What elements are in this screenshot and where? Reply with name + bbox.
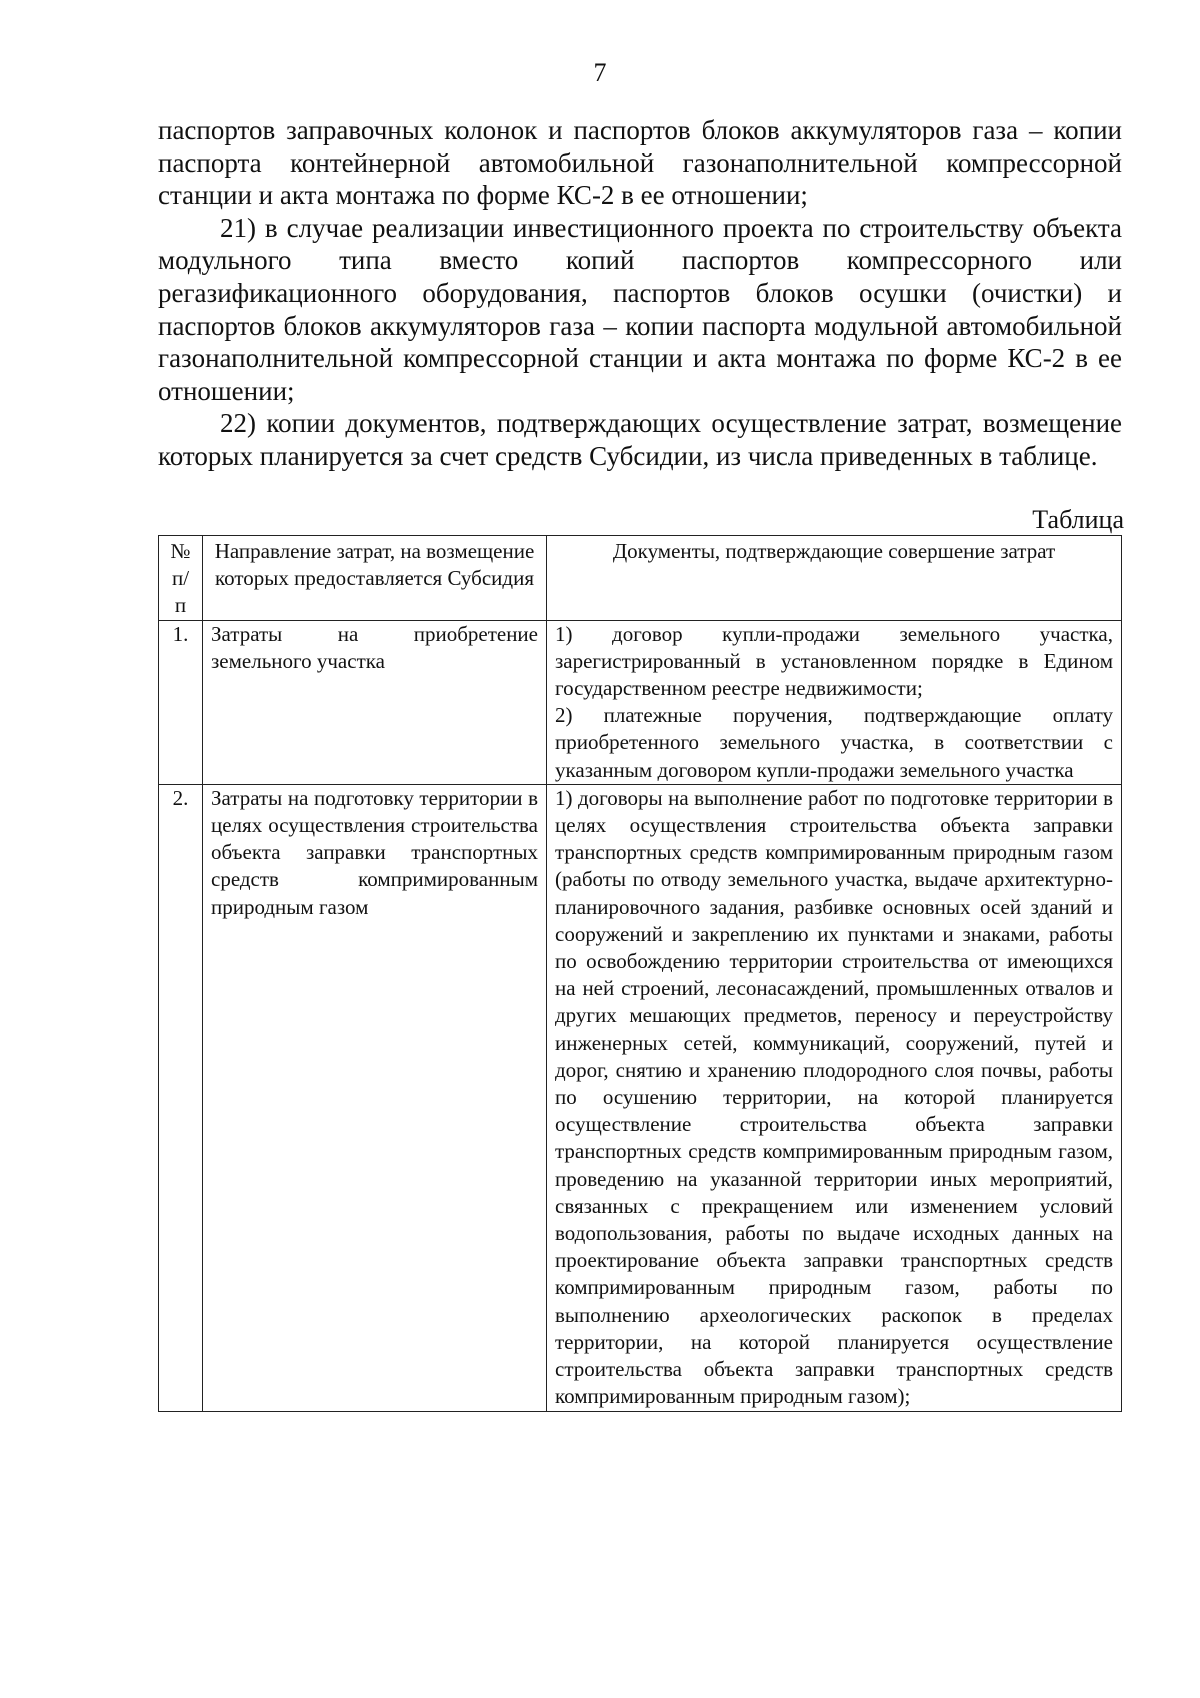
table-row xyxy=(159,620,1122,784)
document-item: 2) платежные поручения, подтверждающие оплату приобретенного земельного участка, в соответствии с указанным договором купли-продажи земельного участка xyxy=(555,703,1113,782)
row-number: 2. xyxy=(159,784,203,1411)
header-number: № п/п xyxy=(159,536,203,621)
row-direction: Затраты на приобретение земельного участка xyxy=(203,620,547,784)
row-number: 1. xyxy=(159,620,203,784)
paragraph: 21) в случае реализации инвестиционного проекта по строительству объекта модульного типа вместо копий паспортов компрессорного или регазификационного оборудования, паспортов блоков осушки (очистки) и паспортов блоков аккумуляторов газа – копии паспорта модульной автомобильной газонаполнительной компрессорной станции и акта монтажа по форме КС-2 в ее отношении; xyxy=(158,212,1122,406)
table-row xyxy=(159,784,1122,1411)
header-direction: Направление затрат, на возмещение которых предоставляется Субсидия xyxy=(203,536,547,621)
row-documents xyxy=(547,620,1122,784)
table-caption: Таблица xyxy=(1032,505,1124,534)
header-documents: Документы, подтверждающие совершение затрат xyxy=(547,536,1122,621)
row-documents xyxy=(547,784,1122,1411)
document-item: 1) договор купли-продажи земельного участка, зарегистрированный в установленном порядке в Едином государственном реестре недвижимости; xyxy=(555,621,1113,701)
page-number: 7 xyxy=(593,58,607,87)
document-item: 1) договоры на выполнение работ по подготовке территории в целях осуществления строительства объекта заправки транспортных средств компримированным природным газом (работы по отводу земельного участка, выдаче архитектурно-планировочного задания, разбивке основных осей зданий и сооружений и закреплению их пунктами и знаками, работы по освобождению территории строительства от имеющихся на ней строений, лесонасаждений, промышленных отвалов и других мешающих предметов, переносу и переустройству инженерных сетей, коммуникаций, сооружений, путей и дорог, снятию и хранению плодородного слоя почвы, работы по осушению территории, на которой планируется осуществление строительства объекта заправки транспортных средств компримированным природным газом, проведению на указанной территории иных мероприятий, связанных с прекращением или изменением условий водопользования, работы по выдаче исходных данных на проектирование объекта заправки транспортных средств компримированным природным газом, работы по выполнению археологических раскопок в пределах территории, на которой планируется осуществление строительства объекта заправки транспортных средств компримированным природным газом); xyxy=(555,785,1113,1409)
row-direction: Затраты на подготовку территории в целях осуществления строительства объекта заправки транспортных средств компримированным природным газом xyxy=(203,784,547,1411)
costs-table xyxy=(158,535,1122,1412)
paragraph: паспортов заправочных колонок и паспортов блоков аккумуляторов газа – копии паспорта контейнерной автомобильной газонаполнительной компрессорной станции и акта монтажа по форме КС-2 в ее отношении; xyxy=(158,115,1122,211)
table-header-row xyxy=(159,536,1122,621)
body-text xyxy=(158,114,1122,473)
paragraph: 22) копии документов, подтверждающих осуществление затрат, возмещение которых планируется за счет средств Субсидии, из числа приведенных в таблице. xyxy=(158,408,1122,471)
